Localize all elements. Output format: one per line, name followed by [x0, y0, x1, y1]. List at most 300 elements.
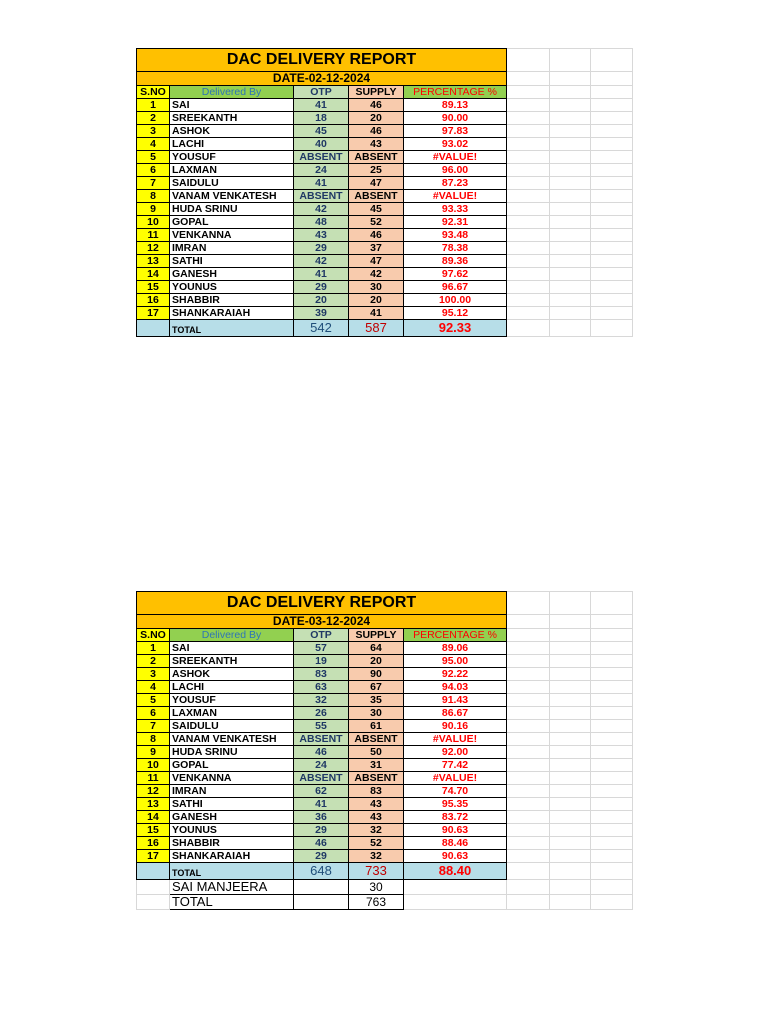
otp-cell[interactable]: 24	[294, 759, 349, 772]
otp-cell[interactable]: 39	[294, 307, 349, 320]
supply-cell[interactable]: ABSENT	[349, 190, 404, 203]
supply-cell[interactable]: 46	[349, 125, 404, 138]
empty-cell[interactable]	[507, 294, 550, 307]
header-sno[interactable]: S.NO	[137, 629, 170, 642]
total-supply[interactable]: 587	[349, 320, 404, 337]
report-date[interactable]: DATE-03-12-2024	[137, 615, 507, 629]
percentage-cell[interactable]: 94.03	[404, 681, 507, 694]
total-label[interactable]: TOTAL	[170, 320, 294, 337]
header-percentage[interactable]: PERCENTAGE %	[404, 86, 507, 99]
sno-cell[interactable]: 14	[137, 811, 170, 824]
sno-cell[interactable]: 9	[137, 203, 170, 216]
sno-cell[interactable]: 3	[137, 668, 170, 681]
otp-cell[interactable]: 40	[294, 138, 349, 151]
empty-cell[interactable]	[550, 850, 591, 863]
supply-cell[interactable]: 42	[349, 268, 404, 281]
sno-cell[interactable]: 16	[137, 837, 170, 850]
total-otp[interactable]: 648	[294, 863, 349, 880]
empty-cell[interactable]	[507, 281, 550, 294]
empty-cell[interactable]	[591, 125, 633, 138]
supply-cell[interactable]: 90	[349, 668, 404, 681]
otp-cell[interactable]: 41	[294, 798, 349, 811]
delivered-by-cell[interactable]: SAI	[170, 642, 294, 655]
header-percentage[interactable]: PERCENTAGE %	[404, 629, 507, 642]
empty-cell[interactable]	[550, 268, 591, 281]
empty-cell[interactable]	[507, 86, 550, 99]
supply-cell[interactable]: 35	[349, 694, 404, 707]
empty-cell[interactable]	[550, 320, 591, 337]
sno-cell[interactable]: 13	[137, 255, 170, 268]
empty-cell[interactable]	[507, 242, 550, 255]
sno-cell[interactable]: 1	[137, 99, 170, 112]
empty-cell[interactable]	[507, 307, 550, 320]
otp-cell[interactable]: 46	[294, 837, 349, 850]
empty-cell[interactable]	[591, 615, 633, 629]
percentage-cell[interactable]: #VALUE!	[404, 190, 507, 203]
otp-cell[interactable]: 62	[294, 785, 349, 798]
empty-cell[interactable]	[550, 112, 591, 125]
empty-cell[interactable]	[550, 642, 591, 655]
sno-cell[interactable]: 7	[137, 177, 170, 190]
supply-cell[interactable]: 43	[349, 798, 404, 811]
delivered-by-cell[interactable]: SAIDULU	[170, 720, 294, 733]
otp-cell[interactable]: ABSENT	[294, 190, 349, 203]
empty-cell[interactable]	[507, 811, 550, 824]
header-delivered-by[interactable]: Delivered By	[170, 629, 294, 642]
empty-cell[interactable]	[507, 694, 550, 707]
supply-cell[interactable]: 47	[349, 177, 404, 190]
percentage-cell[interactable]: #VALUE!	[404, 772, 507, 785]
extra-value-cell[interactable]: 763	[349, 895, 404, 910]
empty-cell[interactable]	[507, 72, 550, 86]
supply-cell[interactable]: ABSENT	[349, 733, 404, 746]
empty-cell[interactable]	[591, 164, 633, 177]
sno-cell[interactable]: 9	[137, 746, 170, 759]
empty-cell[interactable]	[507, 229, 550, 242]
percentage-cell[interactable]: 96.67	[404, 281, 507, 294]
percentage-cell[interactable]: 86.67	[404, 707, 507, 720]
empty-cell[interactable]	[507, 615, 550, 629]
empty-cell[interactable]	[591, 242, 633, 255]
sno-cell[interactable]: 11	[137, 772, 170, 785]
empty-cell[interactable]	[507, 880, 550, 895]
supply-cell[interactable]: 41	[349, 307, 404, 320]
delivered-by-cell[interactable]: SREEKANTH	[170, 112, 294, 125]
sno-cell[interactable]: 5	[137, 694, 170, 707]
percentage-cell[interactable]: 92.22	[404, 668, 507, 681]
percentage-cell[interactable]: 87.23	[404, 177, 507, 190]
supply-cell[interactable]: 61	[349, 720, 404, 733]
supply-cell[interactable]: 52	[349, 837, 404, 850]
empty-cell[interactable]	[550, 216, 591, 229]
empty-cell[interactable]	[550, 99, 591, 112]
percentage-cell[interactable]: 96.00	[404, 164, 507, 177]
empty-cell[interactable]	[591, 592, 633, 615]
supply-cell[interactable]: ABSENT	[349, 151, 404, 164]
percentage-cell[interactable]: 90.63	[404, 850, 507, 863]
empty-cell[interactable]	[507, 629, 550, 642]
header-supply[interactable]: SUPPLY	[349, 86, 404, 99]
otp-cell[interactable]: 55	[294, 720, 349, 733]
empty-cell[interactable]	[550, 307, 591, 320]
empty-cell[interactable]	[550, 138, 591, 151]
sno-cell[interactable]: 10	[137, 759, 170, 772]
empty-cell[interactable]	[591, 772, 633, 785]
percentage-cell[interactable]: 100.00	[404, 294, 507, 307]
empty-cell[interactable]	[550, 798, 591, 811]
otp-cell[interactable]: 20	[294, 294, 349, 307]
otp-cell[interactable]: 29	[294, 281, 349, 294]
empty-cell[interactable]	[507, 49, 550, 72]
sno-cell[interactable]: 4	[137, 681, 170, 694]
otp-cell[interactable]: 48	[294, 216, 349, 229]
empty-cell[interactable]	[550, 72, 591, 86]
empty-cell[interactable]	[507, 824, 550, 837]
percentage-cell[interactable]: 78.38	[404, 242, 507, 255]
empty-cell[interactable]	[550, 592, 591, 615]
delivered-by-cell[interactable]: GANESH	[170, 811, 294, 824]
empty-cell[interactable]	[507, 655, 550, 668]
empty-cell[interactable]	[507, 798, 550, 811]
delivered-by-cell[interactable]: IMRAN	[170, 785, 294, 798]
otp-cell[interactable]: 36	[294, 811, 349, 824]
header-otp[interactable]: OTP	[294, 629, 349, 642]
supply-cell[interactable]: 31	[349, 759, 404, 772]
total-percentage[interactable]: 88.40	[404, 863, 507, 880]
delivered-by-cell[interactable]: SREEKANTH	[170, 655, 294, 668]
empty-cell[interactable]	[507, 320, 550, 337]
percentage-cell[interactable]: 89.06	[404, 642, 507, 655]
sno-cell[interactable]: 15	[137, 824, 170, 837]
delivered-by-cell[interactable]: VENKANNA	[170, 229, 294, 242]
empty-cell[interactable]	[591, 720, 633, 733]
empty-cell[interactable]	[507, 125, 550, 138]
empty-cell[interactable]	[591, 798, 633, 811]
empty-cell[interactable]	[591, 785, 633, 798]
empty-cell[interactable]	[591, 203, 633, 216]
delivered-by-cell[interactable]: GOPAL	[170, 216, 294, 229]
delivered-by-cell[interactable]: SATHI	[170, 255, 294, 268]
empty-cell[interactable]	[591, 281, 633, 294]
empty-cell[interactable]	[507, 138, 550, 151]
otp-cell[interactable]: 43	[294, 229, 349, 242]
percentage-cell[interactable]: 95.35	[404, 798, 507, 811]
empty-cell[interactable]	[550, 190, 591, 203]
empty-cell[interactable]	[550, 837, 591, 850]
empty-cell[interactable]	[550, 681, 591, 694]
delivered-by-cell[interactable]: YOUNUS	[170, 281, 294, 294]
supply-cell[interactable]: 25	[349, 164, 404, 177]
sno-cell[interactable]: 11	[137, 229, 170, 242]
empty-cell[interactable]	[550, 229, 591, 242]
supply-cell[interactable]: 43	[349, 811, 404, 824]
empty-cell[interactable]	[591, 229, 633, 242]
sno-cell[interactable]: 1	[137, 642, 170, 655]
delivered-by-cell[interactable]: SAI	[170, 99, 294, 112]
empty-cell[interactable]	[591, 811, 633, 824]
empty-cell[interactable]	[137, 895, 170, 910]
otp-cell[interactable]: 45	[294, 125, 349, 138]
empty-cell[interactable]	[550, 772, 591, 785]
empty-cell[interactable]	[591, 655, 633, 668]
sno-cell[interactable]: 13	[137, 798, 170, 811]
extra-empty-cell[interactable]	[294, 880, 349, 895]
empty-cell[interactable]	[550, 242, 591, 255]
empty-cell[interactable]	[507, 642, 550, 655]
otp-cell[interactable]: ABSENT	[294, 772, 349, 785]
extra-empty-cell[interactable]	[294, 895, 349, 910]
otp-cell[interactable]: 26	[294, 707, 349, 720]
empty-cell[interactable]	[550, 49, 591, 72]
empty-cell[interactable]	[507, 592, 550, 615]
empty-cell[interactable]	[507, 99, 550, 112]
delivered-by-cell[interactable]: GOPAL	[170, 759, 294, 772]
sno-cell[interactable]: 4	[137, 138, 170, 151]
percentage-cell[interactable]: 89.36	[404, 255, 507, 268]
delivered-by-cell[interactable]: SATHI	[170, 798, 294, 811]
percentage-cell[interactable]: 97.83	[404, 125, 507, 138]
delivered-by-cell[interactable]: VANAM VENKATESH	[170, 190, 294, 203]
otp-cell[interactable]: 29	[294, 242, 349, 255]
delivered-by-cell[interactable]: LACHI	[170, 138, 294, 151]
total-supply[interactable]: 733	[349, 863, 404, 880]
supply-cell[interactable]: ABSENT	[349, 772, 404, 785]
empty-cell[interactable]	[591, 642, 633, 655]
report-title[interactable]: DAC DELIVERY REPORT	[137, 592, 507, 615]
percentage-cell[interactable]: 89.13	[404, 99, 507, 112]
empty-cell[interactable]	[591, 99, 633, 112]
empty-cell[interactable]	[591, 268, 633, 281]
supply-cell[interactable]: 52	[349, 216, 404, 229]
otp-cell[interactable]: 83	[294, 668, 349, 681]
empty-cell[interactable]	[550, 255, 591, 268]
empty-cell[interactable]	[591, 733, 633, 746]
otp-cell[interactable]: 42	[294, 255, 349, 268]
empty-cell[interactable]	[591, 216, 633, 229]
empty-cell[interactable]	[550, 895, 591, 910]
empty-cell[interactable]	[591, 177, 633, 190]
percentage-cell[interactable]: 93.02	[404, 138, 507, 151]
otp-cell[interactable]: 29	[294, 824, 349, 837]
percentage-cell[interactable]: 97.62	[404, 268, 507, 281]
empty-cell[interactable]	[404, 895, 507, 910]
empty-cell[interactable]	[550, 203, 591, 216]
empty-cell[interactable]	[550, 720, 591, 733]
otp-cell[interactable]: 18	[294, 112, 349, 125]
empty-cell[interactable]	[591, 824, 633, 837]
empty-cell[interactable]	[507, 164, 550, 177]
empty-cell[interactable]	[591, 895, 633, 910]
empty-cell[interactable]	[404, 880, 507, 895]
delivered-by-cell[interactable]: LAXMAN	[170, 164, 294, 177]
empty-cell[interactable]	[550, 694, 591, 707]
delivered-by-cell[interactable]: LACHI	[170, 681, 294, 694]
empty-cell[interactable]	[507, 151, 550, 164]
delivered-by-cell[interactable]: SHANKARAIAH	[170, 850, 294, 863]
header-supply[interactable]: SUPPLY	[349, 629, 404, 642]
supply-cell[interactable]: 45	[349, 203, 404, 216]
otp-cell[interactable]: 41	[294, 268, 349, 281]
empty-cell[interactable]	[550, 125, 591, 138]
empty-cell[interactable]	[507, 863, 550, 880]
otp-cell[interactable]: 41	[294, 99, 349, 112]
empty-cell[interactable]	[591, 307, 633, 320]
empty-cell[interactable]	[591, 681, 633, 694]
empty-cell[interactable]	[507, 720, 550, 733]
otp-cell[interactable]: 63	[294, 681, 349, 694]
supply-cell[interactable]: 37	[349, 242, 404, 255]
percentage-cell[interactable]: 92.00	[404, 746, 507, 759]
percentage-cell[interactable]: 91.43	[404, 694, 507, 707]
percentage-cell[interactable]: 90.16	[404, 720, 507, 733]
empty-cell[interactable]	[550, 707, 591, 720]
empty-cell[interactable]	[550, 880, 591, 895]
sno-cell[interactable]: 8	[137, 733, 170, 746]
delivered-by-cell[interactable]: SHANKARAIAH	[170, 307, 294, 320]
empty-cell[interactable]	[591, 694, 633, 707]
empty-cell[interactable]	[507, 850, 550, 863]
empty-cell[interactable]	[550, 151, 591, 164]
empty-cell[interactable]	[550, 863, 591, 880]
otp-cell[interactable]: 57	[294, 642, 349, 655]
delivered-by-cell[interactable]: VENKANNA	[170, 772, 294, 785]
extra-value-cell[interactable]: 30	[349, 880, 404, 895]
empty-cell[interactable]	[507, 759, 550, 772]
supply-cell[interactable]: 46	[349, 99, 404, 112]
report-date[interactable]: DATE-02-12-2024	[137, 72, 507, 86]
empty-cell[interactable]	[591, 86, 633, 99]
sno-cell[interactable]: 17	[137, 307, 170, 320]
empty-cell[interactable]	[591, 112, 633, 125]
percentage-cell[interactable]: 88.46	[404, 837, 507, 850]
percentage-cell[interactable]: 74.70	[404, 785, 507, 798]
delivered-by-cell[interactable]: YOUSUF	[170, 694, 294, 707]
empty-cell[interactable]	[507, 177, 550, 190]
sno-cell[interactable]: 2	[137, 655, 170, 668]
delivered-by-cell[interactable]: ASHOK	[170, 668, 294, 681]
empty-cell[interactable]	[550, 86, 591, 99]
delivered-by-cell[interactable]: ASHOK	[170, 125, 294, 138]
otp-cell[interactable]: 42	[294, 203, 349, 216]
delivered-by-cell[interactable]: HUDA SRINU	[170, 203, 294, 216]
header-sno[interactable]: S.NO	[137, 86, 170, 99]
sno-cell[interactable]: 12	[137, 242, 170, 255]
otp-cell[interactable]: 29	[294, 850, 349, 863]
supply-cell[interactable]: 30	[349, 707, 404, 720]
otp-cell[interactable]: 46	[294, 746, 349, 759]
percentage-cell[interactable]: 77.42	[404, 759, 507, 772]
delivered-by-cell[interactable]: VANAM VENKATESH	[170, 733, 294, 746]
otp-cell[interactable]: 24	[294, 164, 349, 177]
empty-cell[interactable]	[550, 655, 591, 668]
empty-cell[interactable]	[137, 880, 170, 895]
empty-cell[interactable]	[591, 759, 633, 772]
percentage-cell[interactable]: 90.00	[404, 112, 507, 125]
empty-cell[interactable]	[507, 668, 550, 681]
delivered-by-cell[interactable]: SHABBIR	[170, 837, 294, 850]
supply-cell[interactable]: 64	[349, 642, 404, 655]
delivered-by-cell[interactable]: SAIDULU	[170, 177, 294, 190]
supply-cell[interactable]: 47	[349, 255, 404, 268]
sno-cell[interactable]: 7	[137, 720, 170, 733]
empty-cell[interactable]	[507, 268, 550, 281]
percentage-cell[interactable]: 93.33	[404, 203, 507, 216]
empty-cell[interactable]	[550, 746, 591, 759]
delivered-by-cell[interactable]: LAXMAN	[170, 707, 294, 720]
total-otp[interactable]: 542	[294, 320, 349, 337]
sno-cell[interactable]: 3	[137, 125, 170, 138]
otp-cell[interactable]: ABSENT	[294, 151, 349, 164]
supply-cell[interactable]: 20	[349, 294, 404, 307]
empty-cell[interactable]	[591, 863, 633, 880]
supply-cell[interactable]: 32	[349, 824, 404, 837]
otp-cell[interactable]: 32	[294, 694, 349, 707]
delivered-by-cell[interactable]: YOUSUF	[170, 151, 294, 164]
empty-cell[interactable]	[591, 880, 633, 895]
sno-cell[interactable]: 16	[137, 294, 170, 307]
sno-cell[interactable]: 10	[137, 216, 170, 229]
percentage-cell[interactable]: 92.31	[404, 216, 507, 229]
empty-cell[interactable]	[550, 759, 591, 772]
empty-cell[interactable]	[591, 668, 633, 681]
total-empty-cell[interactable]	[137, 320, 170, 337]
empty-cell[interactable]	[507, 895, 550, 910]
empty-cell[interactable]	[550, 281, 591, 294]
empty-cell[interactable]	[550, 629, 591, 642]
supply-cell[interactable]: 50	[349, 746, 404, 759]
empty-cell[interactable]	[591, 72, 633, 86]
empty-cell[interactable]	[591, 49, 633, 72]
empty-cell[interactable]	[507, 203, 550, 216]
empty-cell[interactable]	[591, 138, 633, 151]
supply-cell[interactable]: 20	[349, 112, 404, 125]
empty-cell[interactable]	[550, 164, 591, 177]
empty-cell[interactable]	[591, 707, 633, 720]
otp-cell[interactable]: 41	[294, 177, 349, 190]
delivered-by-cell[interactable]: SHABBIR	[170, 294, 294, 307]
empty-cell[interactable]	[550, 824, 591, 837]
empty-cell[interactable]	[591, 190, 633, 203]
extra-name-cell[interactable]: SAI MANJEERA	[170, 880, 294, 895]
supply-cell[interactable]: 20	[349, 655, 404, 668]
empty-cell[interactable]	[507, 255, 550, 268]
sno-cell[interactable]: 17	[137, 850, 170, 863]
empty-cell[interactable]	[507, 733, 550, 746]
sno-cell[interactable]: 14	[137, 268, 170, 281]
report-title[interactable]: DAC DELIVERY REPORT	[137, 49, 507, 72]
empty-cell[interactable]	[507, 112, 550, 125]
supply-cell[interactable]: 43	[349, 138, 404, 151]
delivered-by-cell[interactable]: GANESH	[170, 268, 294, 281]
supply-cell[interactable]: 67	[349, 681, 404, 694]
empty-cell[interactable]	[591, 255, 633, 268]
empty-cell[interactable]	[550, 785, 591, 798]
total-label[interactable]: TOTAL	[170, 863, 294, 880]
otp-cell[interactable]: 19	[294, 655, 349, 668]
empty-cell[interactable]	[507, 772, 550, 785]
header-otp[interactable]: OTP	[294, 86, 349, 99]
percentage-cell[interactable]: #VALUE!	[404, 733, 507, 746]
empty-cell[interactable]	[550, 294, 591, 307]
supply-cell[interactable]: 83	[349, 785, 404, 798]
header-delivered-by[interactable]: Delivered By	[170, 86, 294, 99]
delivered-by-cell[interactable]: IMRAN	[170, 242, 294, 255]
sno-cell[interactable]: 12	[137, 785, 170, 798]
extra-name-cell[interactable]: TOTAL	[170, 895, 294, 910]
empty-cell[interactable]	[591, 850, 633, 863]
empty-cell[interactable]	[507, 681, 550, 694]
empty-cell[interactable]	[507, 190, 550, 203]
